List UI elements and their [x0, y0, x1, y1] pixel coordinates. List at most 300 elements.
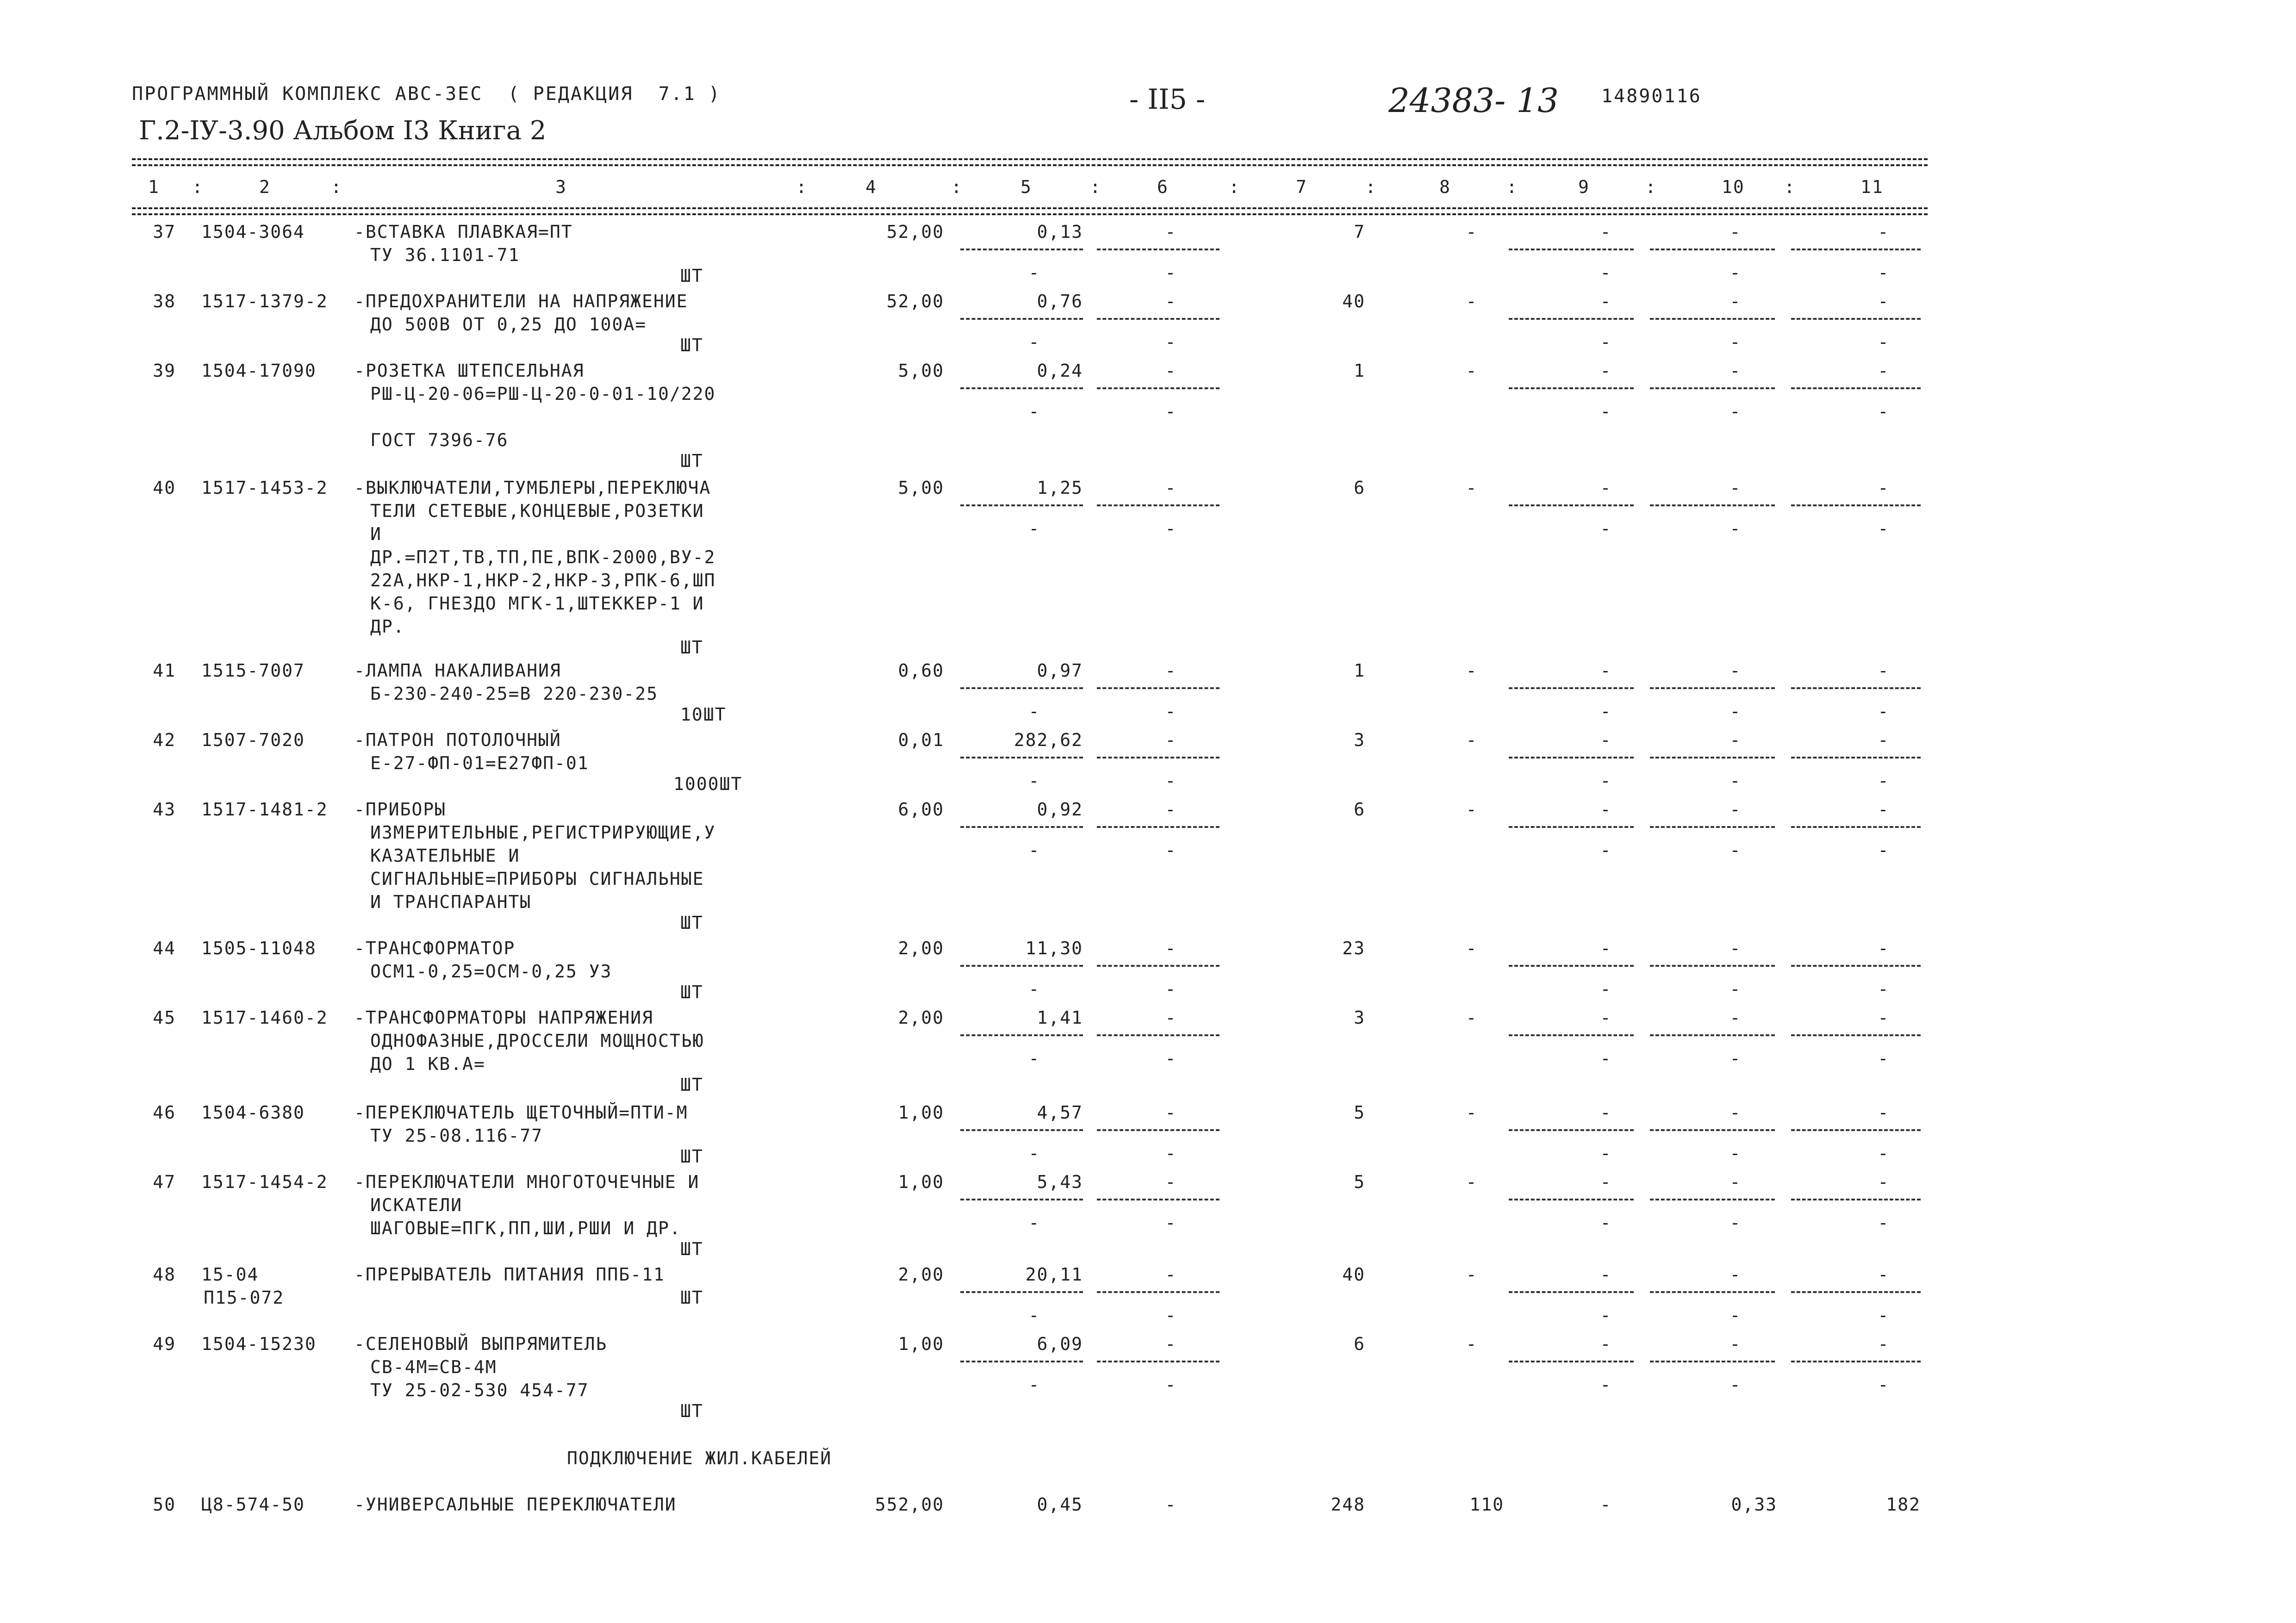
row-col11: - [1878, 222, 1890, 242]
section-title: ПОДКЛЮЧЕНИЕ ЖИЛ.КАБЕЛЕЙ [567, 1448, 832, 1468]
placeholder-dash: - [1028, 1213, 1040, 1233]
placeholder-dash: - [1600, 1143, 1612, 1163]
subtotal-rule [1509, 757, 1634, 759]
row-unit: 10ШТ [680, 704, 727, 725]
placeholder-dash: - [1028, 401, 1040, 422]
row-col6: - [1165, 291, 1177, 311]
row-description-line: ТУ 36.1101-71 [370, 245, 520, 265]
row-unit: 1000ШТ [673, 774, 743, 794]
placeholder-dash: - [1028, 1305, 1040, 1325]
subtotal-rule [1791, 387, 1921, 389]
placeholder-dash: - [1028, 332, 1040, 352]
row-code: 1517-1481-2 [201, 799, 328, 820]
placeholder-dash: - [1028, 1374, 1040, 1395]
row-col11: - [1878, 1102, 1890, 1123]
placeholder-dash: - [1730, 979, 1742, 999]
placeholder-dash: - [1165, 332, 1177, 352]
column-header-11: 11 [1860, 177, 1884, 197]
placeholder-dash: - [1730, 332, 1742, 352]
row-description-line: -ТРАНСФОРМАТОРЫ НАПРЯЖЕНИЯ [354, 1007, 653, 1028]
row-col4: 0,60 [898, 660, 944, 681]
row-unit: ШТ [680, 1075, 703, 1095]
row-col10: - [1730, 799, 1742, 820]
row-col10: - [1730, 1172, 1742, 1192]
placeholder-dash: - [1878, 701, 1890, 721]
subtotal-rule [1097, 826, 1220, 828]
row-col6: - [1165, 1172, 1177, 1192]
row-col6: - [1165, 1494, 1177, 1515]
row-description-line: -ПРЕРЫВАТЕЛЬ ПИТАНИЯ ППБ-11 [354, 1264, 665, 1285]
column-header-7: 7 [1296, 177, 1307, 197]
row-col5: 0,97 [1037, 660, 1083, 681]
column-separator: : [1229, 177, 1240, 197]
row-col6: - [1165, 1334, 1177, 1354]
row-col4: 6,00 [898, 799, 944, 820]
placeholder-dash: - [1878, 518, 1890, 539]
row-code: Ц8-574-50 [201, 1494, 305, 1515]
row-description-line: -ЛАМПА НАКАЛИВАНИЯ [354, 660, 561, 681]
subtotal-rule [1509, 387, 1634, 389]
placeholder-dash: - [1165, 1143, 1177, 1163]
placeholder-dash: - [1878, 1048, 1890, 1069]
row-col4: 52,00 [886, 222, 944, 242]
placeholder-dash: - [1878, 332, 1890, 352]
row-col11: - [1878, 361, 1890, 381]
row-description-line: -ПЕРЕКЛЮЧАТЕЛИ МНОГОТОЧЕЧНЫЕ И [354, 1172, 700, 1192]
subtotal-rule [1650, 687, 1775, 689]
row-number: 44 [153, 938, 176, 958]
subtotal-rule [1097, 1291, 1220, 1293]
subtotal-rule [1650, 965, 1775, 967]
column-separator: : [1645, 177, 1657, 197]
placeholder-dash: - [1028, 771, 1040, 791]
placeholder-dash: - [1730, 771, 1742, 791]
placeholder-dash: - [1600, 1213, 1612, 1233]
subtotal-rule [1650, 1034, 1775, 1036]
row-col10: - [1730, 1102, 1742, 1123]
header-rule-bottom-2 [132, 213, 1928, 215]
row-description-line: -ВЫКЛЮЧАТЕЛИ,ТУМБЛЕРЫ,ПЕРЕКЛЮЧА [354, 478, 711, 498]
column-header-8: 8 [1439, 177, 1451, 197]
subtotal-rule [1097, 1034, 1220, 1036]
row-col7: 1 [1354, 361, 1365, 381]
placeholder-dash: - [1730, 518, 1742, 539]
subtotal-rule [1650, 1129, 1775, 1131]
column-header-10: 10 [1722, 177, 1745, 197]
row-col6: - [1165, 730, 1177, 750]
subtotal-rule [1791, 249, 1921, 250]
row-col6: - [1165, 799, 1177, 820]
placeholder-dash: - [1028, 262, 1040, 283]
row-col10: - [1730, 1334, 1742, 1354]
row-col7: 1 [1354, 660, 1365, 681]
row-description-line: Б-230-240-25=В 220-230-25 [370, 684, 658, 704]
placeholder-dash: - [1878, 401, 1890, 422]
row-col4: 1,00 [898, 1172, 944, 1192]
row-col11: - [1878, 1172, 1890, 1192]
row-col9: - [1600, 291, 1612, 311]
row-col4: 2,00 [898, 1264, 944, 1285]
row-col11: 182 [1886, 1494, 1921, 1515]
row-col10: - [1730, 291, 1742, 311]
header-rule-top-2 [132, 164, 1928, 166]
row-col7: 6 [1354, 1334, 1365, 1354]
row-col10: - [1730, 660, 1742, 681]
placeholder-dash: - [1165, 1374, 1177, 1395]
row-col7: 7 [1354, 222, 1365, 242]
row-col10: - [1730, 361, 1742, 381]
subtotal-rule [960, 387, 1083, 389]
row-col6: - [1165, 660, 1177, 681]
subtotal-rule [1097, 1129, 1220, 1131]
row-description-line: ДР. [370, 616, 405, 637]
placeholder-dash: - [1028, 701, 1040, 721]
subtotal-rule [1509, 965, 1634, 967]
row-code: 1517-1453-2 [201, 478, 328, 498]
subtotal-rule [1650, 249, 1775, 250]
subtotal-rule [1650, 1199, 1775, 1200]
subtotal-rule [1509, 1361, 1634, 1362]
column-separator: : [951, 177, 963, 197]
program-title: ПРОГРАММНЫЙ КОМПЛЕКС АВС-ЗЕС ( РЕДАКЦИЯ 7.1 ) [132, 83, 721, 105]
row-number: 42 [153, 730, 176, 750]
row-description-line: КАЗАТЕЛЬНЫЕ И [370, 846, 520, 866]
placeholder-dash: - [1028, 1143, 1040, 1163]
subtotal-rule [960, 687, 1083, 689]
subtotal-rule [1650, 757, 1775, 759]
subtotal-rule [1791, 318, 1921, 320]
column-header-1: 1 [148, 177, 160, 197]
subtotal-rule [1097, 387, 1220, 389]
subtotal-rule [1791, 687, 1921, 689]
subtotal-rule [960, 249, 1083, 250]
column-separator: : [796, 177, 808, 197]
subtotal-rule [1650, 504, 1775, 506]
column-separator: : [1090, 177, 1101, 197]
placeholder-dash: - [1165, 1048, 1177, 1069]
subtotal-rule [1097, 1199, 1220, 1200]
placeholder-dash: - [1165, 262, 1177, 283]
row-code: 1504-6380 [201, 1102, 305, 1123]
row-description-line: СВ-4М=СВ-4М [370, 1357, 497, 1377]
row-number: 41 [153, 660, 176, 681]
row-col4: 2,00 [898, 1007, 944, 1028]
row-col7: 248 [1331, 1494, 1365, 1515]
row-code: 1517-1454-2 [201, 1172, 328, 1192]
subtotal-rule [1791, 1199, 1921, 1200]
subtotal-rule [1791, 1291, 1921, 1293]
row-col9: - [1600, 1494, 1612, 1515]
placeholder-dash: - [1730, 1048, 1742, 1069]
placeholder-dash: - [1600, 1305, 1612, 1325]
placeholder-dash: - [1600, 401, 1612, 422]
row-description-line: ТУ 25-08.116-77 [370, 1126, 543, 1146]
row-col11: - [1878, 799, 1890, 820]
row-col6: - [1165, 938, 1177, 958]
row-col5: 282,62 [1014, 730, 1083, 750]
subtotal-rule [1509, 1034, 1634, 1036]
row-col7: 23 [1342, 938, 1365, 958]
row-number: 48 [153, 1264, 176, 1285]
row-number: 47 [153, 1172, 176, 1192]
row-col7: 40 [1342, 1264, 1365, 1285]
page-number: - II5 - [1129, 83, 1206, 116]
row-description-line: -СЕЛЕНОВЫЙ ВЫПРЯМИТЕЛЬ [354, 1334, 608, 1354]
subtotal-rule [1791, 1034, 1921, 1036]
placeholder-dash: - [1165, 979, 1177, 999]
row-description-line: СИГНАЛЬНЫЕ=ПРИБОРЫ СИГНАЛЬНЫЕ [370, 869, 704, 889]
row-description-line: -РОЗЕТКА ШТЕПСЕЛЬНАЯ [354, 361, 585, 381]
row-col10: - [1730, 222, 1742, 242]
album-title: Г.2-IУ-3.90 Альбом I3 Книга 2 [139, 116, 547, 146]
row-description-line: -УНИВЕРСАЛЬНЫЕ ПЕРЕКЛЮЧАТЕЛИ [354, 1494, 677, 1515]
row-col5: 20,11 [1025, 1264, 1083, 1285]
row-col9: - [1600, 361, 1612, 381]
row-col9: - [1600, 222, 1612, 242]
row-col4: 5,00 [898, 478, 944, 498]
row-col8: 110 [1469, 1494, 1504, 1515]
row-col10: 0,33 [1731, 1494, 1777, 1515]
row-col9: - [1600, 1334, 1612, 1354]
subtotal-rule [1097, 318, 1220, 320]
subtotal-rule [1509, 318, 1634, 320]
row-col6: - [1165, 222, 1177, 242]
row-col7: 6 [1354, 478, 1365, 498]
row-code: 1504-15230 [201, 1334, 317, 1354]
row-number: 37 [153, 222, 176, 242]
column-separator: : [1365, 177, 1377, 197]
row-col4: 2,00 [898, 938, 944, 958]
row-col9: - [1600, 799, 1612, 820]
row-description-line: -ПЕРЕКЛЮЧАТЕЛЬ ЩЕТОЧНЫЙ=ПТИ-М [354, 1102, 688, 1123]
subtotal-rule [1650, 387, 1775, 389]
row-number: 49 [153, 1334, 176, 1354]
subtotal-rule [1509, 1129, 1634, 1131]
placeholder-dash: - [1730, 1374, 1742, 1395]
subtotal-rule [1791, 1129, 1921, 1131]
column-header-3: 3 [555, 177, 567, 197]
row-col6: - [1165, 478, 1177, 498]
row-description-line: ШАГОВЫЕ=ПГК,ПП,ШИ,РШИ И ДР. [370, 1218, 681, 1238]
subtotal-rule [960, 826, 1083, 828]
row-col8: - [1466, 1264, 1478, 1285]
row-number: 38 [153, 291, 176, 311]
row-description-line: -ПАТРОН ПОТОЛОЧНЫЙ [354, 730, 561, 750]
row-description-line: ИСКАТЕЛИ [370, 1195, 463, 1215]
row-col5: 1,41 [1037, 1007, 1083, 1028]
placeholder-dash: - [1600, 701, 1612, 721]
subtotal-rule [1650, 1361, 1775, 1362]
row-description-line: -ПРИБОРЫ [354, 799, 447, 820]
column-header-6: 6 [1157, 177, 1169, 197]
row-code: 1515-7007 [201, 660, 305, 681]
subtotal-rule [960, 1361, 1083, 1362]
row-col5: 0,24 [1037, 361, 1083, 381]
column-separator: : [1784, 177, 1796, 197]
row-col8: - [1466, 730, 1478, 750]
row-description-line: ДО 500В ОТ 0,25 ДО 100А= [370, 314, 647, 335]
subtotal-rule [1509, 826, 1634, 828]
row-col4: 52,00 [886, 291, 944, 311]
row-col6: - [1165, 361, 1177, 381]
row-description-line: -ВСТАВКА ПЛАВКАЯ=ПТ [354, 222, 573, 242]
placeholder-dash: - [1730, 840, 1742, 860]
row-col6: - [1165, 1007, 1177, 1028]
subtotal-rule [1509, 504, 1634, 506]
row-col11: - [1878, 291, 1890, 311]
placeholder-dash: - [1600, 262, 1612, 283]
row-description-line: ДР.=П2Т,ТВ,ТП,ПЕ,ВПК-2000,ВУ-2 [370, 547, 716, 567]
row-description-line: -ПРЕДОХРАНИТЕЛИ НА НАПРЯЖЕНИЕ [354, 291, 688, 311]
subtotal-rule [1791, 965, 1921, 967]
row-col8: - [1466, 660, 1478, 681]
row-code-2: П15-072 [204, 1287, 285, 1308]
row-col4: 5,00 [898, 361, 944, 381]
subtotal-rule [1791, 826, 1921, 828]
row-description-line: ИЗМЕРИТЕЛЬНЫЕ,РЕГИСТРИРУЮЩИЕ,У [370, 822, 716, 843]
row-unit: ШТ [680, 1401, 703, 1421]
row-unit: ШТ [680, 451, 703, 471]
row-description-line: И [370, 524, 382, 544]
subtotal-rule [960, 1291, 1083, 1293]
row-col9: - [1600, 1007, 1612, 1028]
subtotal-rule [1791, 1361, 1921, 1362]
row-description-line: Е-27-ФП-01=Е27ФП-01 [370, 753, 589, 773]
placeholder-dash: - [1600, 1374, 1612, 1395]
row-col8: - [1466, 361, 1478, 381]
subtotal-rule [1650, 1291, 1775, 1293]
placeholder-dash: - [1730, 701, 1742, 721]
column-separator: : [1506, 177, 1518, 197]
subtotal-rule [960, 1199, 1083, 1200]
row-col5: 5,43 [1037, 1172, 1083, 1192]
row-col11: - [1878, 730, 1890, 750]
placeholder-dash: - [1878, 1305, 1890, 1325]
row-col8: - [1466, 1007, 1478, 1028]
subtotal-rule [960, 757, 1083, 759]
document-code: 14890116 [1601, 86, 1702, 107]
subtotal-rule [1509, 1291, 1634, 1293]
row-description-line: ГОСТ 7396-76 [370, 430, 509, 450]
row-col7: 3 [1354, 730, 1365, 750]
row-col9: - [1600, 938, 1612, 958]
row-col10: - [1730, 478, 1742, 498]
placeholder-dash: - [1028, 1048, 1040, 1069]
row-code: 1505-11048 [201, 938, 317, 958]
subtotal-rule [1791, 504, 1921, 506]
row-col9: - [1600, 478, 1612, 498]
row-col5: 0,76 [1037, 291, 1083, 311]
row-code: 1504-17090 [201, 361, 317, 381]
row-col5: 4,57 [1037, 1102, 1083, 1123]
row-unit: ШТ [680, 1146, 703, 1167]
row-col10: - [1730, 1007, 1742, 1028]
subtotal-rule [1097, 965, 1220, 967]
row-unit: ШТ [680, 913, 703, 933]
placeholder-dash: - [1165, 701, 1177, 721]
row-description-line: ОСМ1-0,25=ОСМ-0,25 У3 [370, 961, 612, 982]
subtotal-rule [1097, 249, 1220, 250]
placeholder-dash: - [1165, 1305, 1177, 1325]
row-col8: - [1466, 799, 1478, 820]
row-description-line: РШ-Ц-20-06=РШ-Ц-20-0-01-10/220 [370, 384, 716, 404]
row-col6: - [1165, 1264, 1177, 1285]
row-col5: 0,45 [1037, 1494, 1083, 1515]
row-col5: 1,25 [1037, 478, 1083, 498]
placeholder-dash: - [1878, 1143, 1890, 1163]
row-unit: ШТ [680, 266, 703, 286]
column-header-4: 4 [865, 177, 877, 197]
row-col5: 11,30 [1025, 938, 1083, 958]
placeholder-dash: - [1600, 1048, 1612, 1069]
row-unit: ШТ [680, 1239, 703, 1259]
placeholder-dash: - [1028, 840, 1040, 860]
row-number: 50 [153, 1494, 176, 1515]
placeholder-dash: - [1878, 979, 1890, 999]
row-col7: 5 [1354, 1102, 1365, 1123]
placeholder-dash: - [1730, 262, 1742, 283]
column-header-9: 9 [1578, 177, 1590, 197]
row-col5: 6,09 [1037, 1334, 1083, 1354]
placeholder-dash: - [1730, 401, 1742, 422]
subtotal-rule [960, 318, 1083, 320]
row-number: 43 [153, 799, 176, 820]
placeholder-dash: - [1878, 1374, 1890, 1395]
placeholder-dash: - [1165, 771, 1177, 791]
placeholder-dash: - [1165, 1213, 1177, 1233]
subtotal-rule [1097, 504, 1220, 506]
row-col9: - [1600, 1172, 1612, 1192]
subtotal-rule [1509, 687, 1634, 689]
document-number: 24383- 13 [1388, 81, 1559, 120]
row-col8: - [1466, 1172, 1478, 1192]
subtotal-rule [1650, 318, 1775, 320]
row-col11: - [1878, 1007, 1890, 1028]
placeholder-dash: - [1165, 401, 1177, 422]
row-col11: - [1878, 1334, 1890, 1354]
row-description-line: 22А,НКР-1,НКР-2,НКР-3,РПК-6,ШП [370, 570, 716, 591]
row-code: 1517-1379-2 [201, 291, 328, 311]
row-col10: - [1730, 938, 1742, 958]
row-description-line: ОДНОФАЗНЫЕ,ДРОССЕЛИ МОЩНОСТЬЮ [370, 1031, 704, 1051]
row-col7: 6 [1354, 799, 1365, 820]
row-unit: ШТ [680, 982, 703, 1002]
placeholder-dash: - [1600, 771, 1612, 791]
column-header-5: 5 [1020, 177, 1032, 197]
subtotal-rule [1650, 826, 1775, 828]
row-col7: 3 [1354, 1007, 1365, 1028]
placeholder-dash: - [1730, 1143, 1742, 1163]
subtotal-rule [1097, 687, 1220, 689]
row-col10: - [1730, 1264, 1742, 1285]
subtotal-rule [960, 1034, 1083, 1036]
row-code: 15-04 [201, 1264, 259, 1285]
row-col4: 0,01 [898, 730, 944, 750]
placeholder-dash: - [1028, 518, 1040, 539]
row-unit: ШТ [680, 335, 703, 355]
row-col11: - [1878, 660, 1890, 681]
row-col11: - [1878, 938, 1890, 958]
row-description-line: -ТРАНСФОРМАТОР [354, 938, 516, 958]
row-code: 1517-1460-2 [201, 1007, 328, 1028]
placeholder-dash: - [1600, 518, 1612, 539]
placeholder-dash: - [1165, 518, 1177, 539]
row-col8: - [1466, 291, 1478, 311]
placeholder-dash: - [1878, 771, 1890, 791]
row-description-line: ТУ 25-02-530 454-77 [370, 1380, 589, 1400]
row-code: 1507-7020 [201, 730, 305, 750]
row-col8: - [1466, 222, 1478, 242]
